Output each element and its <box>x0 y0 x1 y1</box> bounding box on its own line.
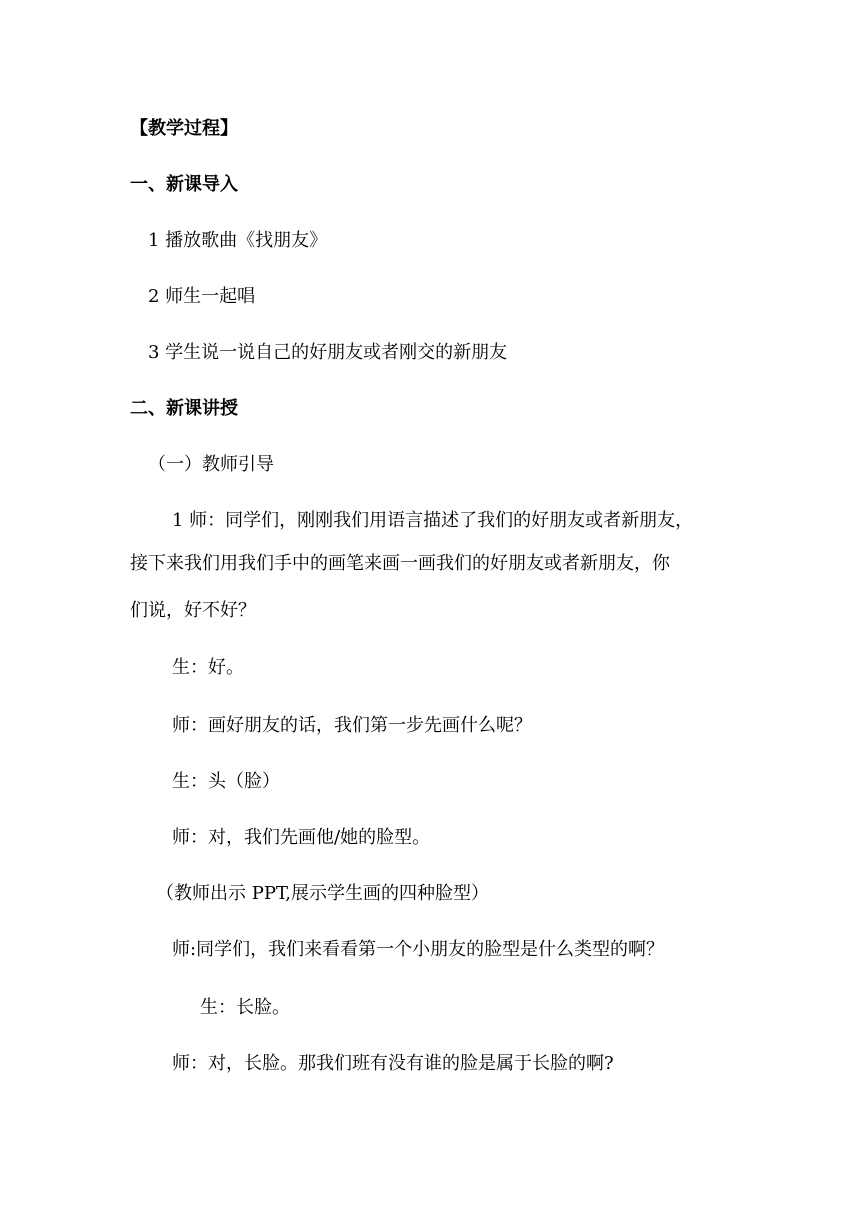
dialogue-line: （教师出示 PPT,展示学生画的四种脸型） <box>156 883 490 904</box>
dialogue-line: 生：头（脸） <box>172 771 280 792</box>
dialogue-line: 师：对，长脸。那我们班有没有谁的脸是属于长脸的啊? <box>172 1053 614 1074</box>
dialogue-line: 师：画好朋友的话，我们第一步先画什么呢？ <box>172 715 532 736</box>
teacher-guide-subheading: （一）教师引导 <box>148 454 274 475</box>
intro-item: 1 播放歌曲《找朋友》 <box>148 230 328 251</box>
dialogue-line: 生：长脸。 <box>200 997 290 1018</box>
teaching-process-heading: 【教学过程】 <box>130 118 238 139</box>
dialogue-line: 生：好。 <box>172 657 244 678</box>
intro-item: 2 师生一起唱 <box>148 286 256 307</box>
paragraph-line: 1 师：同学们，刚刚我们用语言描述了我们的好朋友或者新朋友， <box>172 510 694 531</box>
intro-heading: 一、新课导入 <box>130 174 238 195</box>
paragraph-line: 们说，好不好？ <box>130 600 256 621</box>
teaching-heading: 二、新课讲授 <box>130 398 238 419</box>
dialogue-line: 师：对，我们先画他/她的脸型。 <box>172 827 431 848</box>
dialogue-line: 师:同学们，我们来看看第一个小朋友的脸型是什么类型的啊？ <box>172 939 665 960</box>
paragraph-line: 接下来我们用我们手中的画笔来画一画我们的好朋友或者新朋友，你 <box>130 553 670 574</box>
intro-item: 3 学生说一说自己的好朋友或者刚交的新朋友 <box>148 342 508 363</box>
